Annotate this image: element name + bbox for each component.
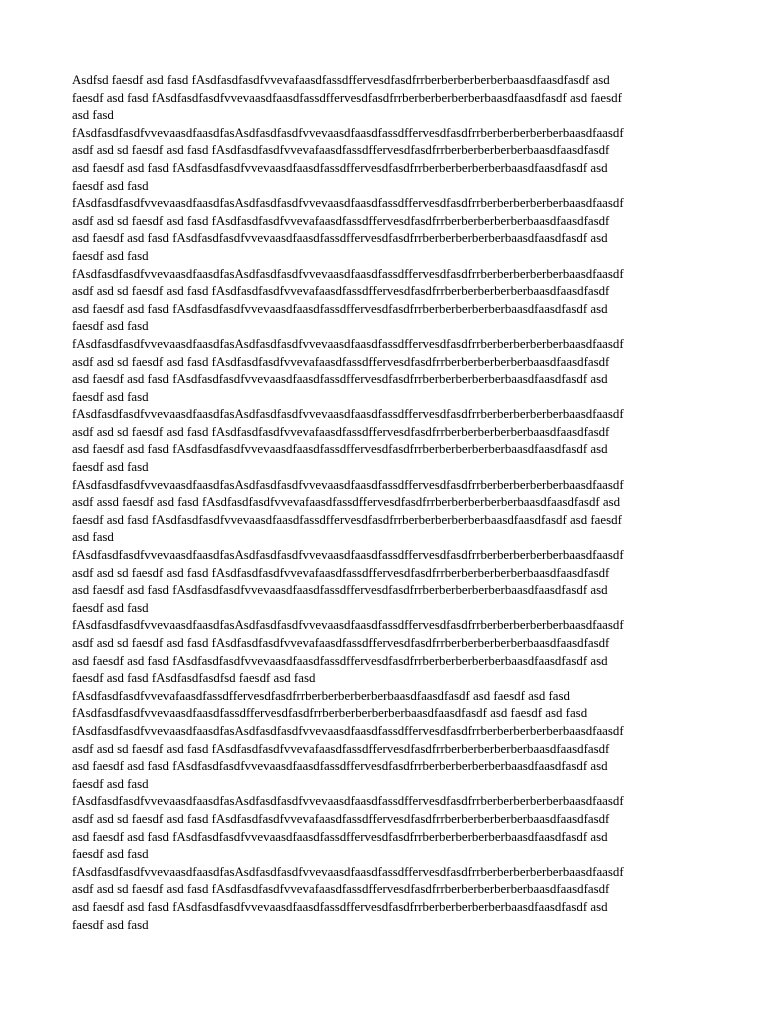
text-line: asdf asd sd faesdf asd fasd fAsdfasdfasdfvvevafaasdfassdffervesdfasdfrrberberberberberbaasdfaasdfasdf (72, 811, 610, 826)
text-line: asd faesdf asd fasd fAsdfasdfasdfvvevaasdfaasdfassdffervesdfasdfrrberberberberberbaasdfaasdfasdf asd (72, 899, 608, 914)
text-line: fAsdfasdfasdfvvevaasdfaasdfassdffervesdfasdfrrberberberberberbaasdfaasdfasdf asd faesdf asd fasd (72, 706, 588, 721)
text-line: faesdf asd fasd fAsdfasdfasdfsd faesdf asd fasd (72, 671, 316, 686)
text-line: fAsdfasdfasdfvvevafaasdfassdffervesdfasdfrrberberberberberbaasdfaasdfasdf asd faesdf asd fasd (72, 688, 570, 703)
text-line: asd faesdf asd fasd fAsdfasdfasdfvvevaasdfaasdfassdffervesdfasdfrrberberberberberbaasdfaasdfasdf asd (72, 442, 608, 457)
text-line: asdf asd sd faesdf asd fasd fAsdfasdfasdfvvevafaasdfassdffervesdfasdfrrberberberberberbaasdfaasdfasdf (72, 424, 610, 439)
text-line: asd faesdf asd fasd fAsdfasdfasdfvvevaasdfaasdfassdffervesdfasdfrrberberberberberbaasdfaasdfasdf asd (72, 759, 608, 774)
text-line: asd faesdf asd fasd fAsdfasdfasdfvvevaasdfaasdfassdffervesdfasdfrrberberberberberbaasdfaasdfasdf asd (72, 653, 608, 668)
text-line: faesdf asd fasd (72, 248, 149, 263)
text-line: asdf asd sd faesdf asd fasd fAsdfasdfasdfvvevafaasdfassdffervesdfasdfrrberberberberberbaasdfaasdfasdf (72, 143, 610, 158)
text-line: faesdf asd fasd (72, 847, 149, 862)
text-line: faesdf asd fasd (72, 178, 149, 193)
text-line: fAsdfasdfasdfvvevaasdfaasdfasAsdfasdfasdfvvevaasdfaasdfassdffervesdfasdfrrberberberberberbaasdfaasdf (72, 196, 624, 211)
text-line: fAsdfasdfasdfvvevaasdfaasdfasAsdfasdfasdfvvevaasdfaasdfassdffervesdfasdfrrberberberberberbaasdfaasdf (72, 266, 624, 281)
text-line: asd fasd (72, 108, 114, 123)
text-line: asd faesdf asd fasd fAsdfasdfasdfvvevaasdfaasdfassdffervesdfasdfrrberberberberberbaasdfaasdfasdf asd (72, 372, 608, 387)
text-line: faesdf asd fasd fAsdfasdfasdfvvevaasdfaasdfassdffervesdfasdfrrberberberberberbaasdfaasdfasdf asd faesdf (72, 90, 622, 105)
text-line: faesdf asd fasd (72, 600, 149, 615)
text-line: asd faesdf asd fasd fAsdfasdfasdfvvevaasdfaasdfassdffervesdfasdfrrberberberberberbaasdfaasdfasdf asd (72, 583, 608, 598)
text-line: faesdf asd fasd (72, 319, 149, 334)
text-line: fAsdfasdfasdfvvevaasdfaasdfasAsdfasdfasdfvvevaasdfaasdfassdffervesdfasdfrrberberberberberbaasdfaasdf (72, 723, 624, 738)
text-line: fAsdfasdfasdfvvevaasdfaasdfasAsdfasdfasdfvvevaasdfaasdfassdffervesdfasdfrrberberberberberbaasdfaasdf (72, 618, 624, 633)
text-line: fAsdfasdfasdfvvevaasdfaasdfasAsdfasdfasdfvvevaasdfaasdfassdffervesdfasdfrrberberberberberbaasdfaasdf (72, 125, 624, 140)
text-line: faesdf asd fasd fAsdfasdfasdfvvevaasdfaasdfassdffervesdfasdfrrberberberberberbaasdfaasdfasdf asd faesdf (72, 512, 622, 527)
text-line: asd fasd (72, 530, 114, 545)
text-line: fAsdfasdfasdfvvevaasdfaasdfasAsdfasdfasdfvvevaasdfaasdfassdffervesdfasdfrrberberberberberbaasdfaasdf (72, 548, 624, 563)
text-line: asd faesdf asd fasd fAsdfasdfasdfvvevaasdfaasdfassdffervesdfasdfrrberberberberberbaasdfaasdfasdf asd (72, 160, 608, 175)
text-line: asdf asd sd faesdf asd fasd fAsdfasdfasdfvvevafaasdfassdffervesdfasdfrrberberberberberbaasdfaasdfasdf (72, 354, 610, 369)
text-line: asd faesdf asd fasd fAsdfasdfasdfvvevaasdfaasdfassdffervesdfasdfrrberberberberberbaasdfaasdfasdf asd (72, 829, 608, 844)
text-line: asdf asd sd faesdf asd fasd fAsdfasdfasdfvvevafaasdfassdffervesdfasdfrrberberberberberbaasdfaasdfasdf (72, 636, 610, 650)
text-line: asd faesdf asd fasd fAsdfasdfasdfvvevaasdfaasdfassdffervesdfasdfrrberberberberberbaasdfaasdfasdf asd (72, 301, 608, 316)
text-line: faesdf asd fasd (72, 460, 149, 475)
text-line: fAsdfasdfasdfvvevaasdfaasdfasAsdfasdfasdfvvevaasdfaasdfassdffervesdfasdfrrberberberberberbaasdfaasdf (72, 336, 624, 351)
text-line: asdf asd sd faesdf asd fasd fAsdfasdfasdfvvevafaasdfassdffervesdfasdfrrberberberberberbaasdfaasdfasdf (72, 284, 610, 299)
text-line: faesdf asd fasd (72, 917, 149, 932)
text-line: fAsdfasdfasdfvvevaasdfaasdfasAsdfasdfasdfvvevaasdfaasdfassdffervesdfasdfrrberberberberberbaasdfaasdf (72, 794, 624, 809)
text-line: asd faesdf asd fasd fAsdfasdfasdfvvevaasdfaasdfassdffervesdfasdfrrberberberberberbaasdfaasdfasdf asd (72, 231, 608, 246)
text-line: fAsdfasdfasdfvvevaasdfaasdfasAsdfasdfasdfvvevaasdfaasdfassdffervesdfasdfrrberberberberberbaasdfaasdf (72, 864, 624, 879)
text-line: asdf assd faesdf asd fasd fAsdfasdfasdfvvevafaasdfassdffervesdfasdfrrberberberberberbaasdfaasdfasdf asd (72, 495, 621, 510)
text-line: fAsdfasdfasdfvvevaasdfaasdfasAsdfasdfasdfvvevaasdfaasdfassdffervesdfasdfrrberberberberberbaasdfaasdf (72, 477, 624, 492)
text-line: asdf asd sd faesdf asd fasd fAsdfasdfasdfvvevafaasdfassdffervesdfasdfrrberberberberberbaasdfaasdfasdf (72, 213, 610, 228)
body-text (72, 72, 712, 934)
text-line: Asdfsd faesdf asd fasd fAsdfasdfasdfvvevafaasdfassdffervesdfasdfrrberberberberberbaasdfaasdfasdf asd (72, 73, 610, 87)
text-line: asdf asd sd faesdf asd fasd fAsdfasdfasdfvvevafaasdfassdffervesdfasdfrrberberberberberbaasdfaasdfasdf (72, 882, 610, 897)
text-line: faesdf asd fasd (72, 776, 149, 791)
text-line: fAsdfasdfasdfvvevaasdfaasdfasAsdfasdfasdfvvevaasdfaasdfassdffervesdfasdfrrberberberberberbaasdfaasdf (72, 407, 624, 422)
text-line: faesdf asd fasd (72, 389, 149, 404)
text-line: asdf asd sd faesdf asd fasd fAsdfasdfasdfvvevafaasdfassdffervesdfasdfrrberberberberberbaasdfaasdfasdf (72, 565, 610, 580)
text-line: asdf asd sd faesdf asd fasd fAsdfasdfasdfvvevafaasdfassdffervesdfasdfrrberberberberberbaasdfaasdfasdf (72, 741, 610, 756)
